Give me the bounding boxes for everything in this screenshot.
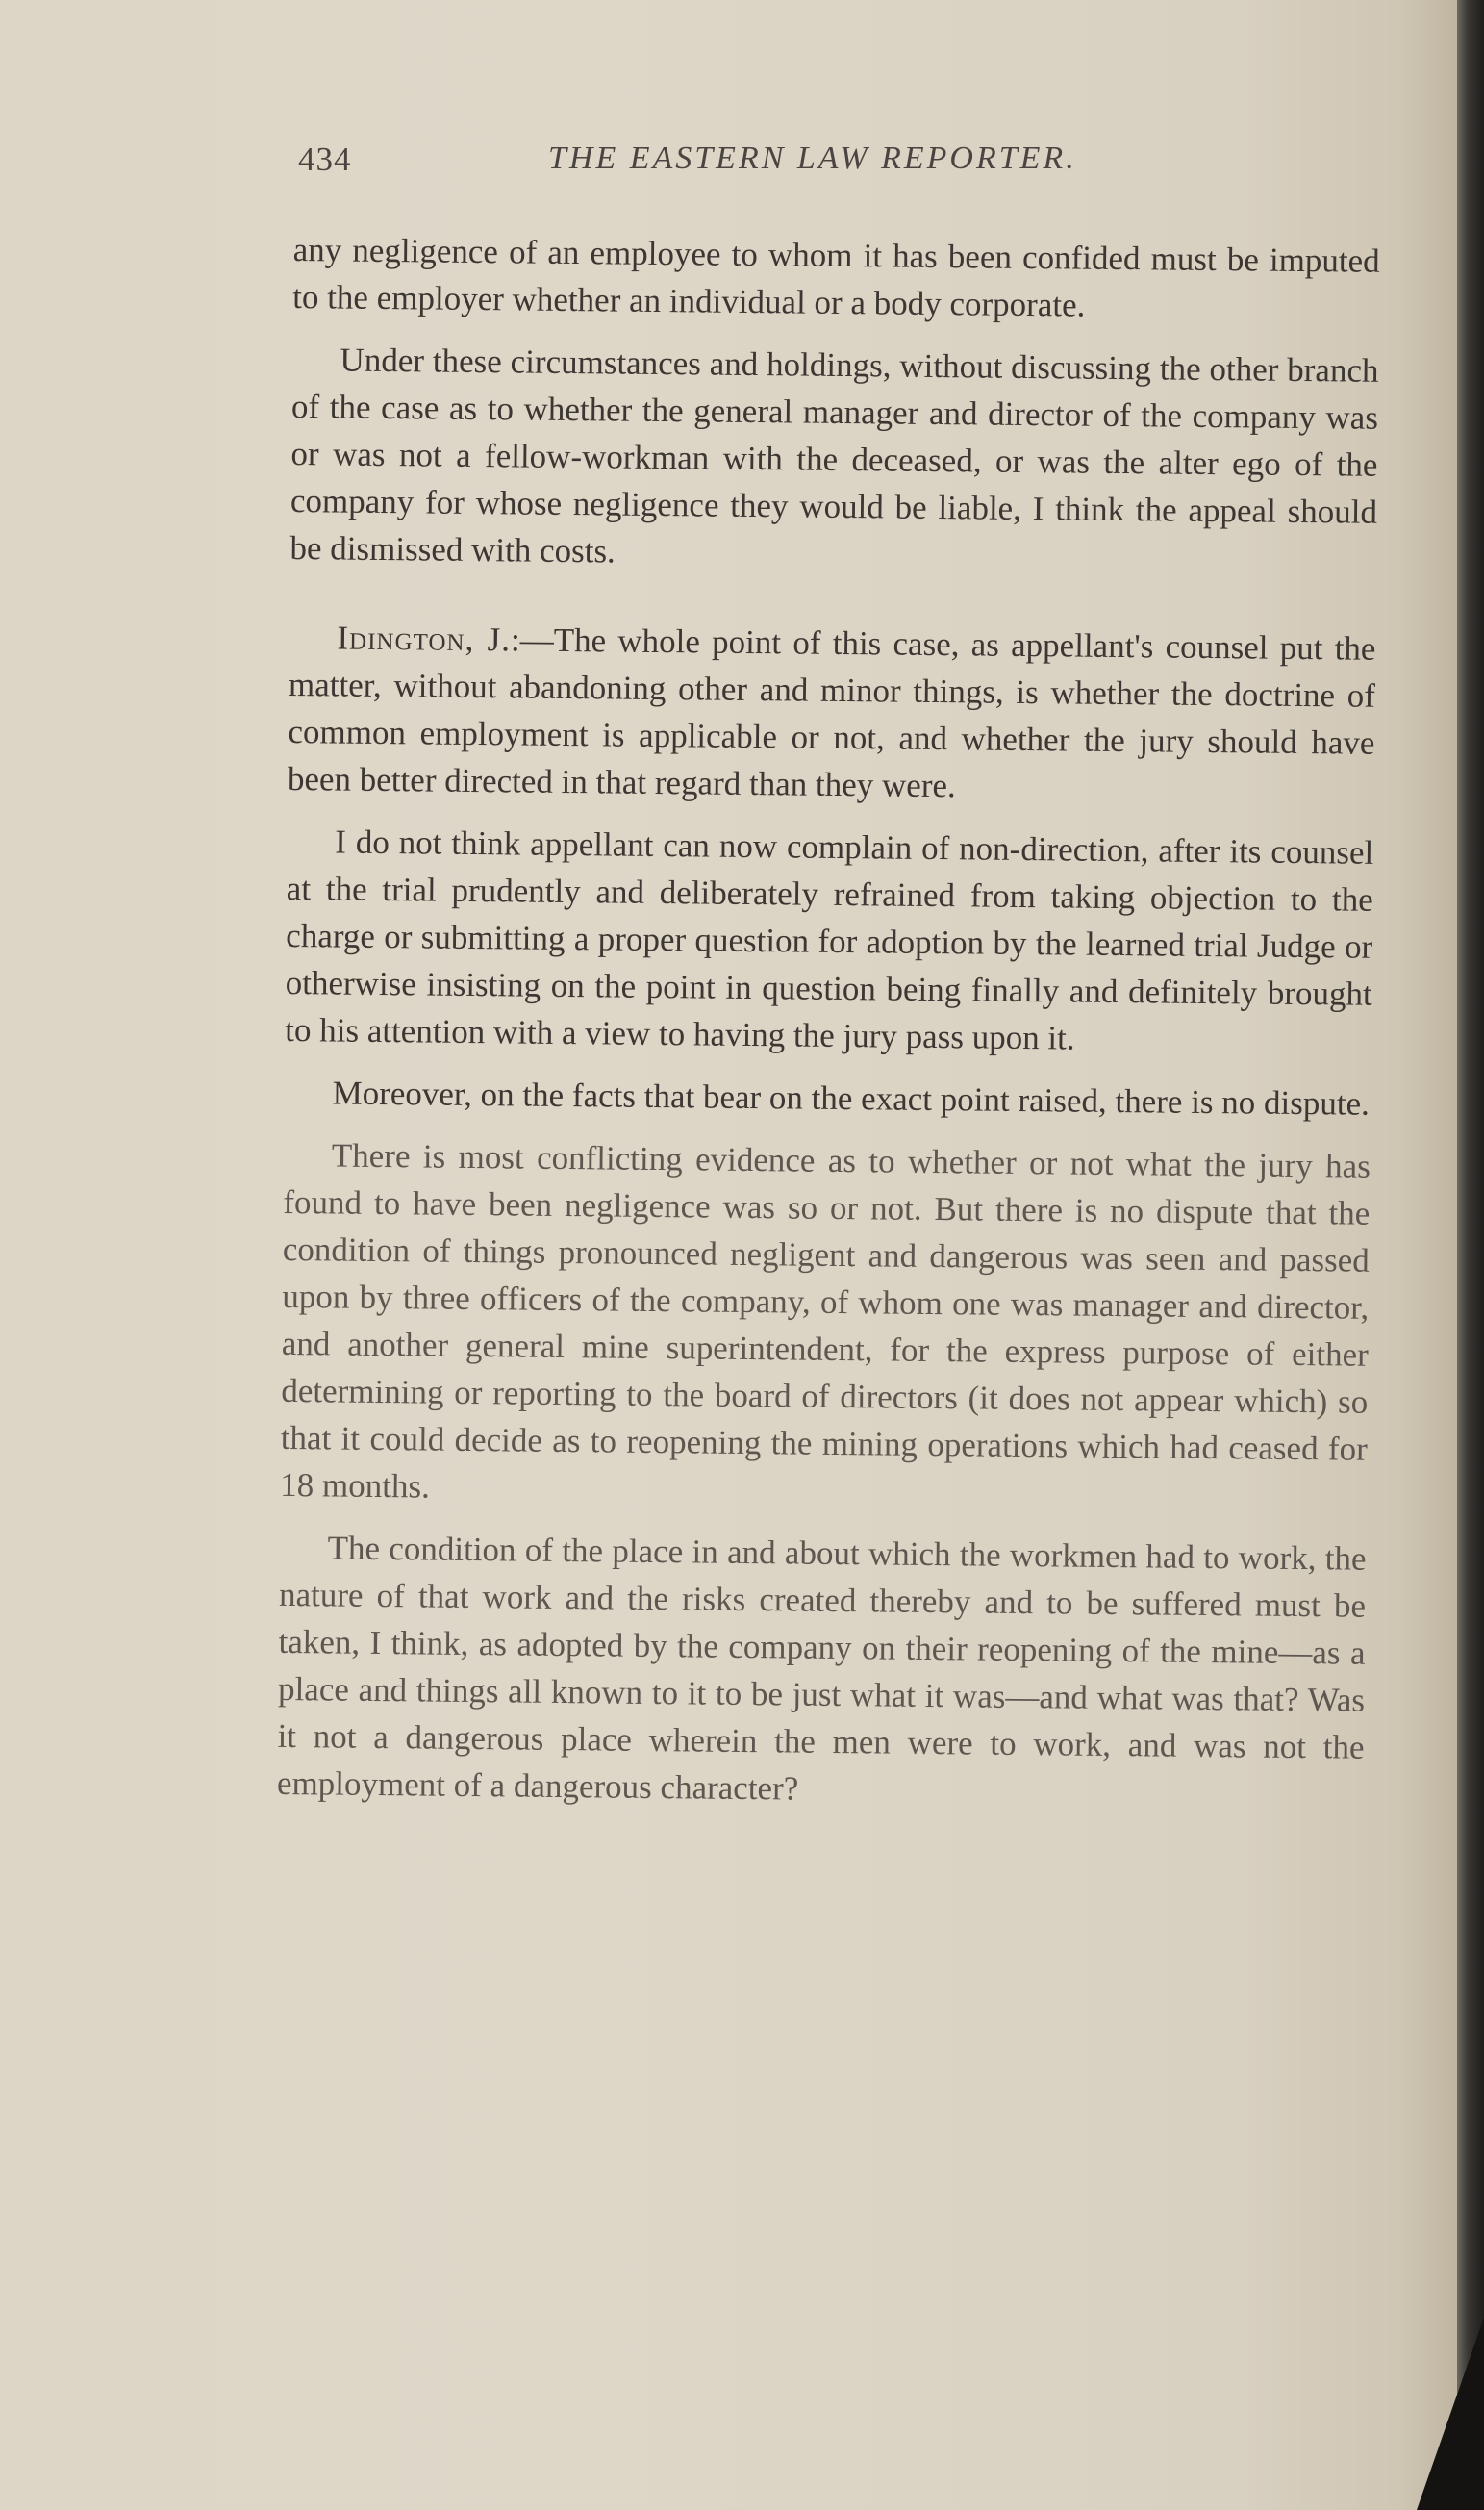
paragraph-condition: The condition of the place in and about which the workmen had to work, the nature of that work and the risks created thereby and to be suffered must be taken, I think, as adopted by the company on their reopening of the mine—as a place and things all known to it to be just what it was—and what was that? Was it not a dangerous place wherein the men were to work, and was not the employment of a dangerous character? (276, 1529, 1367, 1808)
paragraph-facts: Moreover, on the facts that bear on the exact point raised, there is no dispute. (332, 1074, 1371, 1123)
page-header (298, 140, 1183, 189)
opinion-opening-text: :—The whole point of this case, as appellant's counsel put the matter, without abandoning other and minor things, is whether the doctrine of common employment is applicable or not, and whether the jury should have been better directed in that regard than they were. (287, 621, 1376, 805)
paragraph-non-direction: I do not think appellant can now complain of non-direction, after its counsel at the trial prudently and deliberately refrained from taking objection to the charge or submitting a proper question for adoption by the learned trial Judge or otherwise insisting on the point in question being finally and definitely brought to his attention with a view to having the jury pass upon it. (285, 823, 1374, 1057)
judge-name: Idington, J. (337, 619, 512, 659)
paragraph-continuation: any negligence of an employee to whom it has been confided must be imputed to the employer whether an individual or a body corporate. (292, 230, 1380, 324)
body-text (277, 226, 1380, 1834)
paragraph-evidence: There is most conflicting evidence as to whether or not what the jury has found to have been negligence was so or not. But there is no dispute that the condition of things pronounced negligent and dangerous was seen and passed upon by three officers of the company, of whom one was manager and director, and another general mine superintendent, for the express purpose of either determining or reporting to the board of directors (it does not appear which) so that it could decide as to reopening the mining operations which had ceased for 18 months. (280, 1136, 1371, 1506)
running-title: THE EASTERN LAW REPORTER. (548, 140, 1077, 176)
paragraph-opinion-opening (288, 614, 1376, 814)
paragraph-conclusion: Under these circumstances and holdings, without discussing the other branch of the case as to whether the general manager and director of the company was or was not a fellow-workman with the deceased, or was the alter ego of the company for whose negligence they would be liable, I think the appeal should be dismissed with costs. (289, 341, 1379, 570)
cover-corner (1417, 2318, 1484, 2510)
book-spine-shadow (1457, 0, 1484, 2510)
page-number: 434 (298, 140, 352, 178)
